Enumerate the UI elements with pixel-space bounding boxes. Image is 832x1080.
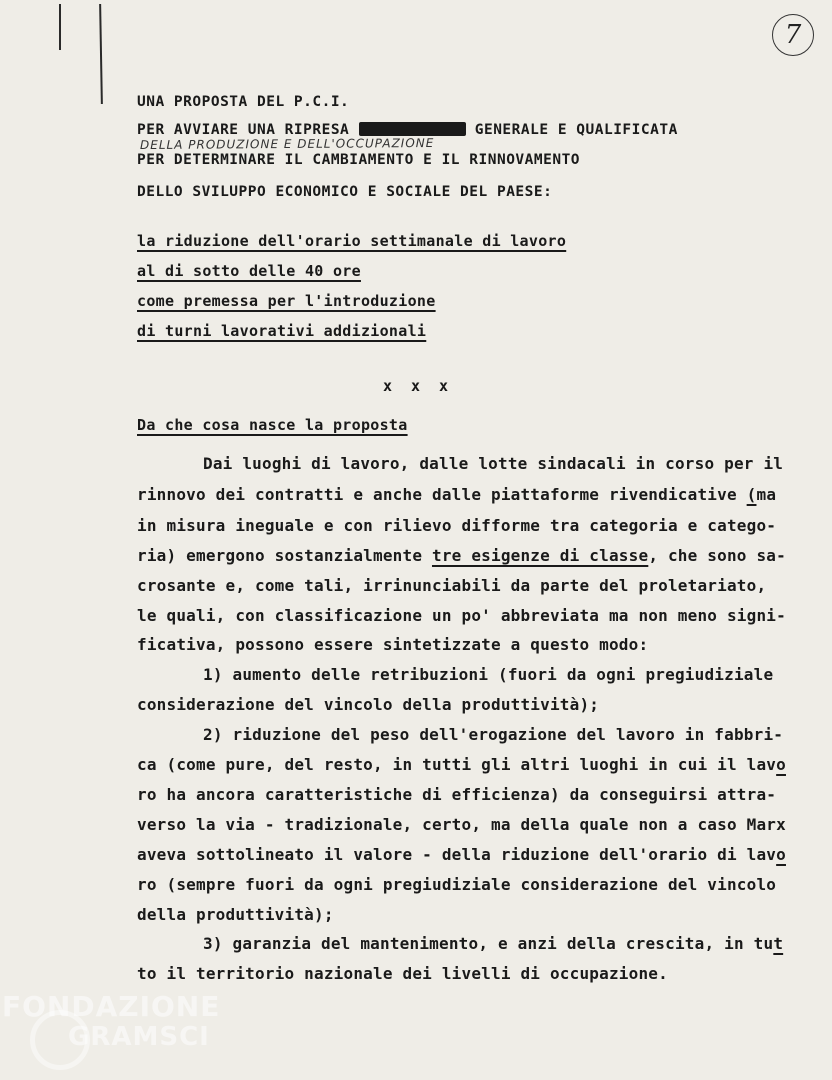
watermark-line-1: FONDAZIONE — [2, 990, 221, 1023]
paragraph-line: Dai luoghi di lavoro, dalle lotte sindacali in corso per il — [203, 454, 784, 473]
section-separator: x x x — [383, 377, 449, 395]
paragraph-segment: ria) emergono sostanzialmente — [137, 546, 432, 565]
list-item-2-line: ro (sempre fuori da ogni pregiudiziale considerazione del vincolo — [137, 875, 777, 894]
subtitle-line: al di sotto delle 40 ore — [137, 262, 361, 280]
underlined-segment: o — [776, 845, 786, 864]
handwritten-insertion: DELLA PRODUZIONE E DELL'OCCUPAZIONE — [139, 135, 435, 153]
list-item-2-line: 2) riduzione del peso dell'erogazione del lavoro in fabbri- — [203, 725, 784, 744]
title-line-1: UNA PROPOSTA DEL P.C.I. — [137, 94, 350, 110]
underlined-segment: t — [773, 934, 784, 953]
paragraph-line: le quali, con classificazione un po' abbreviata ma non meno signi- — [137, 606, 786, 625]
redaction-bar — [359, 122, 466, 136]
paragraph-segment: rinnovo dei contratti e anche dalle piattaforme rivendicative — [137, 485, 747, 504]
list-item-3-line: to il territorio nazionale dei livelli di occupazione. — [137, 964, 668, 983]
underlined-segment: tre esigenze di classe — [431, 546, 649, 565]
subtitle-line: la riduzione dell'orario settimanale di lavoro — [137, 232, 567, 250]
list-item-1-line: considerazione del vincolo della produttività); — [137, 695, 600, 714]
subtitle-line: come premessa per l'introduzione — [137, 292, 436, 310]
watermark-line-2: GRAMSCI — [68, 1022, 210, 1052]
list-item-2-line: della produttività); — [137, 905, 334, 924]
list-item-2-line — [137, 845, 786, 864]
margin-mark-right — [99, 4, 103, 104]
title-line-4: DELLO SVILUPPO ECONOMICO E SOCIALE DEL PAESE: — [137, 184, 553, 200]
paragraph-segment: , che sono sa- — [648, 546, 786, 565]
paragraph-line — [137, 485, 776, 504]
list-item-2-line — [137, 755, 786, 774]
paragraph-segment: ma — [756, 485, 777, 504]
title-line-2-start: PER AVVIARE UNA RIPRESA — [137, 122, 359, 138]
underlined-segment: ( — [746, 485, 757, 504]
paragraph-line: in misura ineguale e con rilievo difforme tra categoria e catego- — [137, 516, 777, 535]
paragraph-line: ficativa, possono essere sintetizzate a questo modo: — [137, 635, 649, 654]
list-item-1-line: 1) aumento delle retribuzioni (fuori da ogni pregiudiziale — [203, 665, 774, 684]
list-item-3-line — [203, 934, 783, 953]
title-line-3: PER DETERMINARE IL CAMBIAMENTO E IL RINNOVAMENTO — [137, 152, 581, 168]
list-item-2-line: ro ha ancora caratteristiche di efficienza) da conseguirsi attra- — [137, 785, 777, 804]
section-heading: Da che cosa nasce la proposta — [137, 416, 408, 434]
subtitle-line: di turni lavorativi addizionali — [137, 322, 427, 340]
paragraph-line: crosante e, come tali, irrinunciabili da parte del proletariato, — [137, 576, 767, 595]
list-item-2-line: verso la via - tradizionale, certo, ma della quale non a caso Marx — [137, 815, 786, 834]
paragraph-segment: aveva sottolineato il valore - della riduzione dell'orario di lav — [137, 845, 777, 864]
title-line-2-end: GENERALE E QUALIFICATA — [465, 122, 678, 138]
underlined-segment: o — [776, 755, 786, 774]
paragraph-line — [137, 546, 786, 565]
paragraph-segment: 3) garanzia del mantenimento, e anzi della crescita, in tu — [203, 934, 774, 953]
page-number-circled: 7 — [772, 14, 814, 56]
margin-mark-left — [59, 4, 61, 50]
paragraph-segment: ca (come pure, del resto, in tutti gli altri luoghi in cui il lav — [137, 755, 777, 774]
